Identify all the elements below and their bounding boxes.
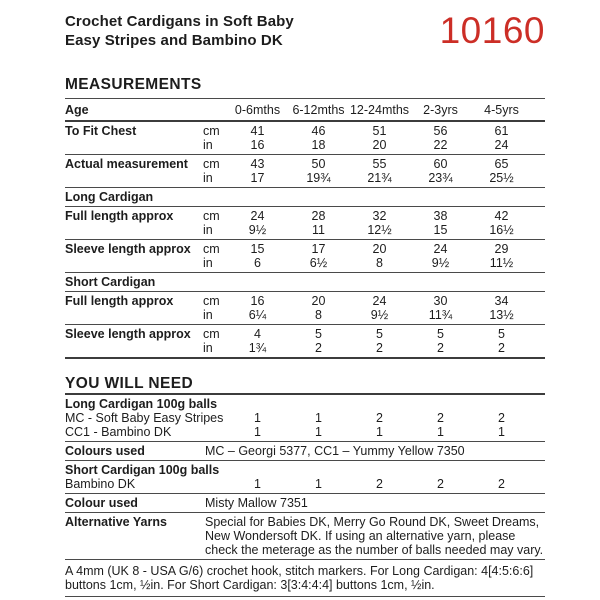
- measurement-value-in: 2: [437, 341, 444, 355]
- measurement-row-label: Sleeve length approx: [65, 327, 191, 341]
- measurement-value-in: 21¾: [367, 171, 392, 185]
- measurement-value-in: 16: [250, 138, 265, 152]
- measurement-row-label: Sleeve length approx: [65, 242, 191, 256]
- long-cardigan-balls-header: Long Cardigan 100g balls: [65, 397, 218, 411]
- measurements-heading: MEASUREMENTS: [65, 76, 202, 93]
- measurement-value-in: 19¾: [306, 171, 331, 185]
- measurement-value-in: 24: [494, 138, 509, 152]
- measurement-value-in: 9½: [370, 308, 389, 322]
- footer-text: A 4mm (UK 8 - USA G/6) crochet hook, stitch markers. For Long Cardigan: 4[4:5:6:6] buttons 1cm, ½in. For Short Cardigan: 3[3:4:4:4] buttons 1cm, ½in.: [65, 564, 534, 592]
- measurement-value-cm: 29: [494, 242, 509, 256]
- you-will-need-table: [65, 393, 545, 560]
- measurement-value-in: 25½: [489, 171, 514, 185]
- measurement-value-cm: 28: [311, 209, 326, 223]
- masthead: [65, 12, 545, 50]
- measurement-value-cm: 50: [311, 157, 326, 171]
- unit-label-in: in: [203, 256, 213, 270]
- measurement-value-cm: 56: [433, 124, 448, 138]
- measurement-value-cm: 24: [433, 242, 448, 256]
- measurement-line-in: [65, 308, 545, 322]
- measurements-header-row: [65, 98, 545, 122]
- ball-count: 1: [315, 425, 322, 439]
- ball-count: 1: [315, 411, 322, 425]
- measurement-value-in: 9½: [431, 256, 450, 270]
- unit-label-cm: cm: [203, 294, 220, 308]
- ball-count: 1: [498, 425, 505, 439]
- long-cardigan-quantity-rows: [65, 411, 545, 439]
- yarn-name: Bambino DK: [65, 477, 136, 491]
- ball-count: 2: [498, 411, 505, 425]
- measurement-value-cm: 24: [372, 294, 387, 308]
- measurement-value-in: 11½: [489, 256, 514, 270]
- ball-count: 2: [498, 477, 505, 491]
- measurement-value-in: 11: [312, 223, 325, 237]
- measurement-value-cm: 55: [372, 157, 387, 171]
- long-cardigan-balls-block: [65, 395, 545, 442]
- measurement-value-in: 22: [433, 138, 448, 152]
- size-column-header: 0-6mths: [234, 103, 281, 117]
- ball-count: 2: [437, 411, 444, 425]
- measurement-line-in: [65, 138, 545, 152]
- measurement-line-in: [65, 171, 545, 185]
- title-line-2: Easy Stripes and Bambino DK: [65, 32, 283, 49]
- unit-label-cm: cm: [203, 242, 220, 256]
- yarn-quantity-row: [65, 477, 545, 491]
- measurement-value-in: 8: [376, 256, 383, 270]
- measurement-value-cm: 4: [254, 327, 261, 341]
- ball-count: 2: [376, 411, 383, 425]
- measurement-value-cm: 65: [494, 157, 509, 171]
- measurement-value-in: 1¾: [248, 341, 267, 355]
- measurement-value-cm: 60: [433, 157, 448, 171]
- measurement-value-cm: 20: [311, 294, 326, 308]
- yarn-name: CC1 - Bambino DK: [65, 425, 172, 439]
- garment-section-row: Short Cardigan: [65, 272, 545, 291]
- measurement-row-label: Full length approx: [65, 209, 174, 223]
- measurement-value-in: 2: [376, 341, 383, 355]
- ball-count: 2: [376, 477, 383, 491]
- yarn-quantity-row: [65, 411, 545, 425]
- page-title: [65, 12, 294, 50]
- measurement-value-cm: 20: [372, 242, 387, 256]
- measurement-value-cm: 24: [250, 209, 265, 223]
- measurement-value-cm: 15: [250, 242, 265, 256]
- measurement-row-label: To Fit Chest: [65, 124, 137, 138]
- measurement-row: [65, 206, 545, 239]
- yarn-quantity-row: [65, 425, 545, 439]
- ball-count: 1: [437, 425, 444, 439]
- measurement-row-label: Full length approx: [65, 294, 174, 308]
- unit-label-in: in: [203, 341, 213, 355]
- colour-used-row: [65, 494, 545, 513]
- measurement-line-cm: [65, 242, 545, 256]
- age-label: Age: [65, 103, 89, 117]
- measurement-row: [65, 291, 545, 324]
- footer-note: [65, 560, 545, 597]
- measurements-table: [65, 98, 545, 359]
- ball-count: 1: [315, 477, 322, 491]
- measurement-value-cm: 34: [494, 294, 509, 308]
- measurement-row: [65, 239, 545, 272]
- measurement-value-in: 6: [254, 256, 261, 270]
- colour-used-value: Misty Mallow 7351: [205, 496, 308, 510]
- measurement-line-cm: [65, 294, 545, 308]
- short-cardigan-quantity-rows: [65, 477, 545, 491]
- measurement-value-in: 8: [315, 308, 322, 322]
- size-column-header: 2-3yrs: [423, 103, 458, 117]
- measurement-value-in: 23¾: [428, 171, 453, 185]
- size-column-header: 4-5yrs: [484, 103, 519, 117]
- unit-label-in: in: [203, 138, 213, 152]
- measurement-line-cm: [65, 157, 545, 171]
- measurement-value-cm: 17: [311, 242, 326, 256]
- measurement-value-in: 6½: [309, 256, 328, 270]
- measurement-value-cm: 5: [376, 327, 383, 341]
- measurement-line-cm: [65, 327, 545, 341]
- unit-label-in: in: [203, 223, 213, 237]
- unit-label-cm: cm: [203, 209, 220, 223]
- ball-count: 1: [254, 425, 261, 439]
- measurement-value-in: 17: [250, 171, 265, 185]
- alternative-yarns-value: Special for Babies DK, Merry Go Round DK, Sweet Dreams, New Wondersoft DK. If using an alternative yarn, please check the meterage as the number of balls needed may vary.: [205, 515, 544, 557]
- unit-label-cm: cm: [203, 157, 220, 171]
- garment-section-row: Long Cardigan: [65, 187, 545, 206]
- colours-used-value: MC – Georgi 5377, CC1 – Yummy Yellow 7350: [205, 444, 465, 458]
- unit-label-cm: cm: [203, 327, 220, 341]
- size-column-header: 6-12mths: [292, 103, 345, 117]
- measurement-line-in: [65, 341, 545, 355]
- measurement-value-cm: 32: [372, 209, 387, 223]
- measurement-value-cm: 41: [250, 124, 265, 138]
- measurement-value-in: 2: [498, 341, 505, 355]
- measurement-value-in: 12½: [367, 223, 392, 237]
- measurement-line-in: [65, 256, 545, 270]
- measurement-row-label: Actual measurement: [65, 157, 188, 171]
- measurement-value-cm: 51: [372, 124, 387, 138]
- unit-label-in: in: [203, 308, 213, 322]
- measurement-line-cm: [65, 124, 545, 138]
- short-cardigan-balls-block: [65, 461, 545, 494]
- colours-used-label: Colours used: [65, 444, 145, 458]
- you-will-need-heading: YOU WILL NEED: [65, 375, 194, 392]
- ball-count: 1: [254, 477, 261, 491]
- measurement-value-in: 15: [433, 223, 448, 237]
- unit-label-cm: cm: [203, 124, 220, 138]
- measurement-line-in: [65, 223, 545, 237]
- measurement-value-in: 13½: [489, 308, 514, 322]
- ball-count: 2: [437, 477, 444, 491]
- measurement-value-in: 16½: [489, 223, 514, 237]
- measurement-value-cm: 42: [494, 209, 509, 223]
- measurement-value-in: 11¾: [428, 308, 453, 322]
- measurement-value-cm: 46: [311, 124, 326, 138]
- ball-count: 1: [254, 411, 261, 425]
- measurement-value-in: 6¼: [248, 308, 267, 322]
- pattern-number: 10160: [439, 10, 545, 51]
- alternative-yarns-row: [65, 513, 545, 560]
- measurement-row: [65, 154, 545, 187]
- alternative-yarns-label: Alternative Yarns: [65, 515, 167, 529]
- measurement-value-in: 2: [315, 341, 322, 355]
- measurement-value-cm: 5: [315, 327, 322, 341]
- size-column-header: 12-24mths: [349, 103, 410, 117]
- measurement-value-cm: 38: [433, 209, 448, 223]
- measurement-row: [65, 324, 545, 357]
- measurement-value-cm: 5: [437, 327, 444, 341]
- unit-label-in: in: [203, 171, 213, 185]
- yarn-name: MC - Soft Baby Easy Stripes: [65, 411, 224, 425]
- measurement-value-in: 18: [311, 138, 326, 152]
- measurement-line-cm: [65, 209, 545, 223]
- measurement-value-in: 9½: [248, 223, 267, 237]
- colour-used-label: Colour used: [65, 496, 138, 510]
- measurement-value-cm: 5: [498, 327, 505, 341]
- measurement-row: [65, 122, 545, 154]
- measurement-value-cm: 61: [494, 124, 509, 138]
- measurement-value-cm: 16: [250, 294, 265, 308]
- colours-used-row: [65, 442, 545, 461]
- measurement-value-cm: 43: [250, 157, 265, 171]
- short-cardigan-balls-header: Short Cardigan 100g balls: [65, 463, 220, 477]
- title-line-1: Crochet Cardigans in Soft Baby: [65, 13, 294, 30]
- measurement-value-cm: 30: [433, 294, 448, 308]
- measurement-value-in: 20: [372, 138, 387, 152]
- ball-count: 1: [376, 425, 383, 439]
